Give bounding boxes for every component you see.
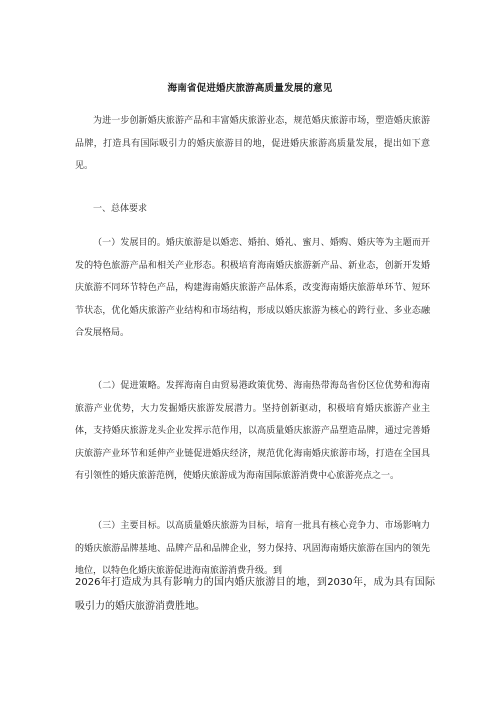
- paragraph-promotion-strategy: （二）促进策略。发挥海南自由贸易港政策优势、海南热带海岛省份区位优势和海南旅游产业优势，大力发掘婚庆旅游发展潜力。坚持创新驱动，积极培育婚庆旅游产业主体，支持婚庆旅游龙头企业发挥示范作用，以高质量婚庆旅游产品塑造品牌，通过完善婚庆旅游产业环节和延伸产业链促进婚庆经济，规范优化海南婚庆旅游市场，打造在全国具有引领性的婚庆旅游范例，使婚庆旅游成为海南国际旅游消费中心旅游亮点之一。: [75, 381, 430, 482]
- document-title: 海南省促进婚庆旅游高质量发展的意见: [167, 83, 333, 94]
- paragraph-goals-continued: 2026年打造成为具有影响力的国内婚庆旅游目的地，到2030年，成为具有国际吸引力的婚庆旅游消费胜地。: [75, 577, 435, 612]
- section-heading: 一、总体要求: [93, 204, 148, 214]
- paragraph-main-goals: （三）主要目标。以高质量婚庆旅游为目标，培育一批具有核心竞争力、市场影响力的婚庆旅游品牌基地、品牌产品和品牌企业，努力保持、巩固海南婚庆旅游在国内的领先地位，以特色化婚庆旅游促进海南旅游消费升级。到: [75, 521, 430, 577]
- paragraph-development-purpose: （一）发展目的。婚庆旅游是以婚恋、婚拍、婚礼、蜜月、婚购、婚庆等为主题而开发的特色旅游产品和相关产业形态。积极培育海南婚庆旅游新产品、新业态，创新开发婚庆旅游不同环节特色产品，构建海南婚庆旅游产品体系，改变海南婚庆旅游单环节、短环节状态，优化婚庆旅游产业结构和市场结构，形成以婚庆旅游为核心的跨行业、多业态融合发展格局。: [75, 238, 430, 339]
- intro-paragraph: 为进一步创新婚庆旅游产品和丰富婚庆旅游业态，规范婚庆旅游市场，塑造婚庆旅游品牌，打造具有国际吸引力的婚庆旅游目的地，促进婚庆旅游高质量发展，提出如下意见。: [75, 116, 430, 172]
